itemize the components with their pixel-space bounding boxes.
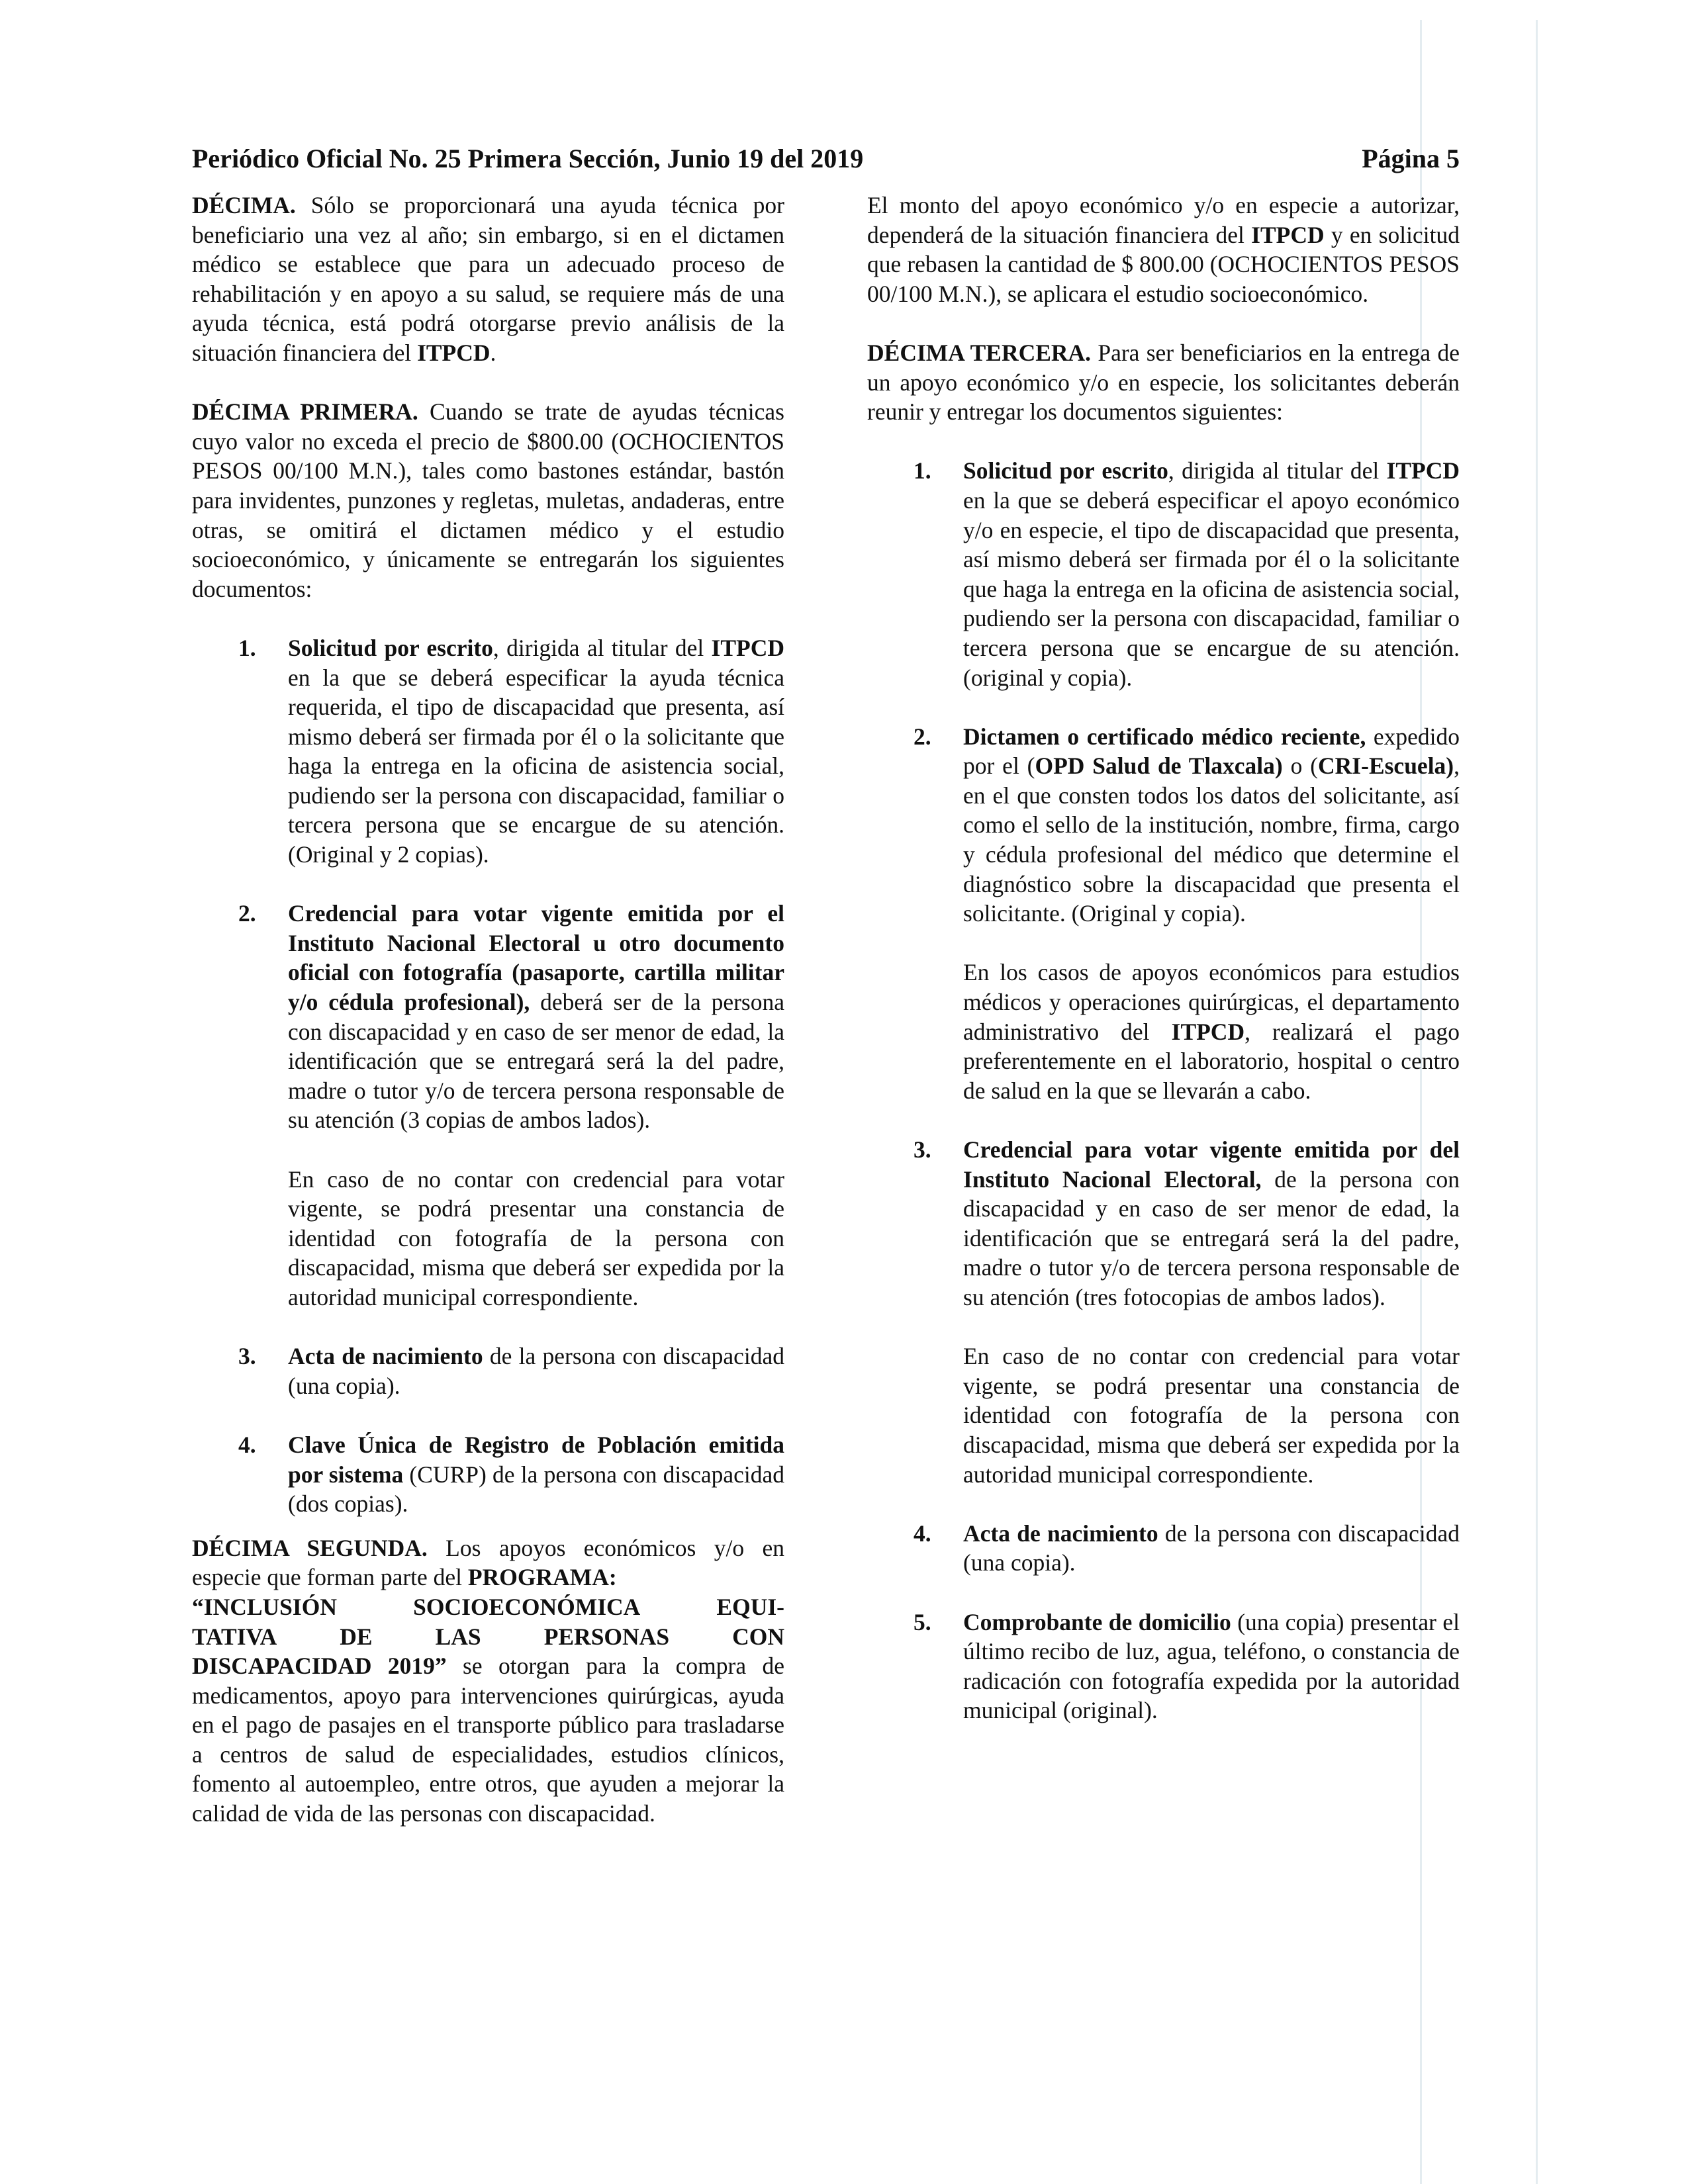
documents-list-right (867, 456, 1460, 929)
item-text: (CURP) de la persona con discapacidad (dos copias). (288, 1461, 784, 1518)
page-header (192, 139, 1460, 179)
item-bold: Solicitud por escrito (963, 457, 1168, 484)
title-word: EQUI- (716, 1593, 784, 1620)
clause-decima-primera (192, 397, 784, 604)
list-item (192, 1342, 784, 1400)
clause-label: DÉCIMA. (192, 192, 296, 218)
item-bold: ITPCD (1386, 457, 1460, 484)
clause-decima-tercera (867, 338, 1460, 427)
item-text: en la que se deberá especificar la ayuda técnica requerida, el tipo de discapacidad que presenta, así mismo deberá ser firmada por él o la solicitante que haga la entrega en la oficina de asistencia social, pudiendo ser la persona con discapacidad, familiar o tercera persona que se encargue de su atención. (Original y 2 copias). (288, 664, 784, 868)
title-word: SOCIOECONÓMICA (413, 1593, 641, 1620)
list-number: 2. (914, 723, 931, 750)
list-number: 1. (914, 457, 931, 484)
item-bold: Clave Única de Registro de Población emitida por sistema (288, 1431, 784, 1488)
note-text: , realizará el pago preferentemente en el laboratorio, hospital o centro de salud en la que se llevarán a cabo. (963, 1018, 1460, 1104)
program-title-line-2 (192, 1622, 784, 1652)
right-column (867, 191, 1460, 1754)
item-text: deberá ser de la persona con discapacidad y en caso de ser menor de edad, la identificación que se entregará será la del padre, madre o tutor y/o de tercera persona responsable de su atención (3 copias de ambos lados). (288, 989, 784, 1134)
itpcd-label: ITPCD (1251, 221, 1325, 248)
list-number: 5. (914, 1608, 931, 1635)
clause-decima-segunda (192, 1533, 784, 1829)
page-number: Página 5 (1362, 144, 1460, 173)
program-title-line-1 (192, 1592, 784, 1622)
item-text: expedido por el ( (963, 723, 1460, 780)
title-word: LAS (435, 1623, 481, 1650)
clause-text: se otorgan para la compra de medicamentos, apoyo para intervenciones quirúrgicas, ayuda en el pago de pasajes en el transporte público para trasladarse a centros de salud de especialidades, estudios clínicos, fomento al autoempleo, entre otros, que ayuden a mejorar la calidad de vida de las personas con discapacidad. (192, 1653, 784, 1827)
list-item (867, 1135, 1460, 1312)
list-number: 2. (238, 900, 256, 927)
program-label: PROGRAMA: (467, 1564, 617, 1591)
item-bold: Solicitud por escrito (288, 634, 493, 661)
clause-decima (192, 191, 784, 368)
list-item (867, 1519, 1460, 1578)
list-note (867, 958, 1460, 1105)
item-text: , dirigida al titular del (1168, 457, 1387, 484)
paragraph-text: y en solicitud que rebasen la cantidad de $ 800.00 (OCHOCIENTOS PESOS 00/100 M.N.), se aplicara el estudio socioeconómico. (867, 221, 1460, 307)
clause-text: Los apoyos económicos y/o en especie que forman parte del (192, 1534, 784, 1591)
item-text: o ( (1282, 752, 1319, 780)
item-bold: Acta de nacimiento (963, 1520, 1158, 1547)
list-item (192, 899, 784, 1135)
title-word: DE (340, 1623, 373, 1650)
itpcd-label: ITPCD (417, 339, 491, 366)
item-bold: Credencial para votar vigente emitida por del Instituto Nacional Electoral, (963, 1136, 1460, 1193)
scan-edge-line-2 (1536, 20, 1538, 2184)
header-title: Periódico Oficial No. 25 Primera Sección, Junio 19 del 2019 (192, 144, 864, 173)
list-number: 3. (238, 1343, 256, 1370)
clause-label: DÉCIMA SEGUNDA. (192, 1534, 428, 1561)
title-word: “INCLUSIÓN (192, 1593, 337, 1620)
itpcd-label: ITPCD (1171, 1018, 1245, 1045)
item-text: de la persona con discapacidad y en caso de ser menor de edad, la identificación que se entregará será la del padre, madre o tutor y/o de tercera persona responsable de su atención (tres fotocopias de ambos lados). (963, 1165, 1460, 1310)
item-text: de la persona con discapacidad (una copia). (288, 1343, 785, 1399)
program-title-end: DISCAPACIDAD 2019” (192, 1653, 447, 1680)
list-note: En caso de no contar con credencial para votar vigente, se podrá presentar una constancia de identidad con fotografía de la persona con discapacidad, misma que deberá ser expedida por la autoridad municipal correspondiente. (288, 1165, 784, 1310)
list-item (867, 1608, 1460, 1725)
item-text: en la que se deberá especificar el apoyo económico y/o en especie, el tipo de discapacidad que presenta, así mismo deberá ser firmada por él o la solicitante que haga la entrega en la oficina de asistencia social, pudiendo ser la persona con discapacidad, familiar o tercera persona que se encargue de su atención. (original y copia). (963, 486, 1460, 691)
list-number: 1. (238, 634, 256, 661)
documents-list-left (192, 633, 784, 1135)
item-text: de la persona con discapacidad (una copia). (963, 1520, 1460, 1576)
clause-text: Sólo se proporcionará una ayuda técnica por beneficiario una vez al año; sin embargo, si en el dictamen médico se establece que para un adecuado proceso de rehabilitación y en apoyo a su salud, se requiere más de una ayuda técnica, está podrá otorgarse previo análisis de la situación financiera del (192, 192, 784, 366)
item-text: , en el que consten todos los datos del solicitante, así como el sello de la institución, nombre, firma, cargo y cédula profesional del médico que determine el diagnóstico sobre la discapacidad que presenta el solicitante. (Original y copia). (963, 752, 1460, 927)
documents-list-right-cont2 (867, 1519, 1460, 1725)
clause-text: Para ser beneficiarios en la entrega de un apoyo económico y/o en especie, los solicitantes deberán reunir y entregar los documentos siguientes: (867, 339, 1460, 426)
item-bold: Acta de nacimiento (288, 1343, 483, 1370)
clause-text: Cuando se trate de ayudas técnicas cuyo valor no exceda el precio de $800.00 (OCHOCIENTOS PESOS 00/100 M.N.), tales como bastones estándar, bastón para invidentes, punzones y regletas, muletas, andaderas, entre otras, se omitirá el dictamen médico y el estudio socioeconómico, y únicamente se entregarán los siguientes documentos: (192, 398, 784, 602)
paragraph-monto (867, 191, 1460, 308)
left-column (192, 191, 784, 1829)
list-item (867, 722, 1460, 929)
documents-list-right-cont (867, 1135, 1460, 1312)
list-number: 4. (914, 1520, 931, 1547)
note-text: En los casos de apoyos económicos para estudios médicos y operaciones quirúrgicas, el departamento administrativo del (963, 959, 1460, 1045)
list-number: 4. (238, 1431, 256, 1458)
clause-end: . (490, 339, 496, 366)
item-bold: Dictamen o certificado médico reciente, (963, 723, 1366, 750)
item-bold: ITPCD (711, 634, 784, 661)
item-text: , dirigida al titular del (492, 634, 712, 661)
list-item (192, 633, 784, 870)
item-bold: Credencial para votar vigente emitida por el Instituto Nacional Electoral u otro documento oficial con fotografía (pasaporte, cartilla militar y/o cédula profesional), (288, 900, 784, 1016)
clause-label: DÉCIMA PRIMERA. (192, 398, 418, 426)
item-bold: CRI-Escuela) (1318, 752, 1454, 780)
item-bold: OPD Salud de Tlaxcala) (1035, 752, 1283, 780)
item-text: (una copia) presentar el último recibo de luz, agua, teléfono, o constancia de radicación con fotografía expedida por la autoridad municipal (original). (963, 1608, 1460, 1724)
list-number: 3. (914, 1136, 931, 1163)
list-note: En caso de no contar con credencial para votar vigente, se podrá presentar una constancia de identidad con fotografía de la persona con discapacidad, misma que deberá ser expedida por la autoridad municipal correspondiente. (963, 1343, 1460, 1488)
clause-label: DÉCIMA TERCERA. (867, 339, 1092, 366)
title-word: TATIVA (192, 1623, 277, 1650)
list-item (192, 1430, 784, 1519)
paragraph-text: El monto del apoyo económico y/o en especie a autorizar, dependerá de la situación financiera del (867, 192, 1460, 248)
documents-list-left-cont (192, 1342, 784, 1519)
title-word: CON (732, 1623, 784, 1650)
item-bold: Comprobante de domicilio (963, 1608, 1231, 1635)
list-item (867, 456, 1460, 692)
title-word: PERSONAS (543, 1623, 670, 1650)
